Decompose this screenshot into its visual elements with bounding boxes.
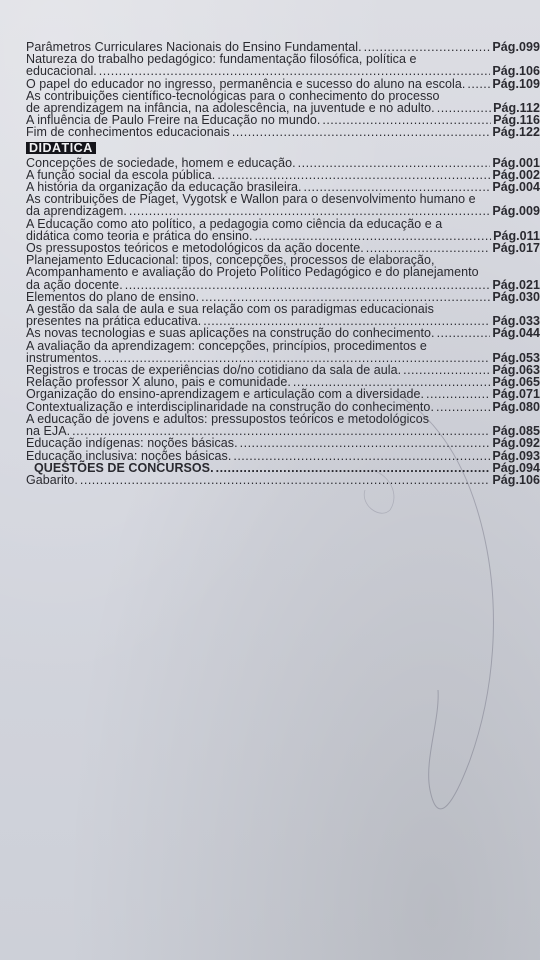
toc-page-number: Pág.122 xyxy=(492,125,540,140)
toc-page-number: Pág.106 xyxy=(492,472,540,487)
toc-entry-text: Educação indígenas: noções básicas. xyxy=(26,436,238,451)
toc-page-number: Pág.085 xyxy=(492,424,540,439)
toc-page-number: Pág.011 xyxy=(493,228,540,243)
toc-entry-text: Os pressupostos teóricos e metodológicos da ação docente. xyxy=(26,241,364,256)
toc-page-number: Pág.004 xyxy=(492,180,540,195)
toc-entry-text: Contextualização e interdisciplinaridade na construção do conhecimento. xyxy=(26,399,434,414)
toc-page-number: Pág.093 xyxy=(492,448,540,463)
toc-entry-text: Elementos do plano de ensino. xyxy=(26,289,200,304)
toc-entry-text: As novas tecnologias e suas aplicações na construção do conhecimento. xyxy=(26,326,435,341)
toc-entry-text: educacional. xyxy=(26,64,97,79)
toc-page-number: Pág.017 xyxy=(492,241,540,256)
toc-page-number: Pág.099 xyxy=(492,40,540,54)
toc-entry-text: Fim de conhecimentos educacionais xyxy=(26,125,230,140)
toc-entry-text: Concepções de sociedade, homem e educação. xyxy=(26,155,296,170)
toc-page-number: Pág.033 xyxy=(492,314,540,329)
toc-entry-text: Relação professor X aluno, pais e comunidade. xyxy=(26,375,291,390)
toc-page-number: Pág.053 xyxy=(492,350,540,365)
toc-page-number: Pág.116 xyxy=(493,113,540,128)
toc-entry-text: QUESTÕES DE CONCURSOS. xyxy=(34,460,214,475)
toc-entry-text: Registros e trocas de experiências do/no cotidiano da sala de aula. xyxy=(26,363,402,378)
toc-page-number: Pág.021 xyxy=(492,277,540,292)
toc-entry-text: Natureza do trabalho pedagógico: fundamentação filosófica, política e xyxy=(26,52,417,67)
toc-entry-text: Organização do ensino-aprendizagem e articulação com a diversidade. xyxy=(26,387,425,402)
toc-entry-text: presentes na prática educativa. xyxy=(26,314,202,329)
toc-entry-text: A história da organização da educação brasileira. xyxy=(26,180,302,195)
toc-entry-text: Educação inclusiva: noções básicas. xyxy=(26,448,232,463)
toc-page-number: Pág.002 xyxy=(492,167,540,182)
toc-entry-text: A Educação como ato político, a pedagogia como ciência da educação e a xyxy=(26,216,443,231)
toc-page-number: Pág.071 xyxy=(492,387,540,402)
toc-entry-text: na EJA. xyxy=(26,424,71,439)
toc-page-number: Pág.030 xyxy=(492,289,540,304)
toc-entry-text: da ação docente. xyxy=(26,277,123,292)
toc-entry-text: A influência de Paulo Freire na Educação no mundo. xyxy=(26,113,321,128)
toc-entry-text: O papel do educador no ingresso, permanência e sucesso do aluno na escola. xyxy=(26,76,466,91)
toc-page-number: Pág.001 xyxy=(492,155,540,170)
toc-entry-text: As contribuições de Piaget, Vygotsk e Wallon para o desenvolvimento humano e xyxy=(26,192,476,207)
toc-entry-text: Gabarito. xyxy=(26,472,78,487)
toc-page-number: Pág.112 xyxy=(493,101,540,116)
toc-entry-text: da aprendizagem. xyxy=(26,204,127,219)
section-heading-label: DIDÁTICA xyxy=(26,142,96,154)
toc-entry-text: Acompanhamento e avaliação do Projeto Político Pedagógico e do planejamento xyxy=(26,265,479,280)
toc-entry-text: A educação de jovens e adultos: pressupostos teóricos e metodológicos xyxy=(26,411,430,426)
toc-entry-text: As contribuições científico-tecnológicas para o conhecimento do processo xyxy=(26,88,440,103)
toc-entry-text: Parâmetros Curriculares Nacionais do Ensino Fundamental. xyxy=(26,40,362,54)
toc-page-number: Pág.065 xyxy=(492,375,540,390)
toc-entry-text: de aprendizagem na infância, na adolescência, na juventude e no adulto. xyxy=(26,101,435,116)
toc-entry-text: instrumentos. xyxy=(26,350,102,365)
toc-page-number: Pág.094 xyxy=(492,460,540,475)
toc-entry-text: A avaliação da aprendizagem: concepções, princípios, procedimentos e xyxy=(26,338,427,353)
toc-page-number: Pág.009 xyxy=(492,204,540,219)
toc-page-number: Pág.080 xyxy=(492,399,540,414)
toc-page-number: Pág.109 xyxy=(492,76,540,91)
toc-page-number: Pág.063 xyxy=(492,363,540,378)
toc-entry-text: didática como teoria e prática do ensino. xyxy=(26,228,253,243)
toc-entry-text: A função social da escola pública. xyxy=(26,167,216,182)
toc-entry-text: A gestão da sala de aula e sua relação com os paradigmas educacionais xyxy=(26,302,434,317)
toc-entry-text: Planejamento Educacional: tipos, concepções, processos de elaboração, xyxy=(26,253,435,268)
toc-page-number: Pág.092 xyxy=(492,436,540,451)
toc-page-number: Pág.044 xyxy=(492,326,540,341)
toc-page-number: Pág.106 xyxy=(492,64,540,79)
